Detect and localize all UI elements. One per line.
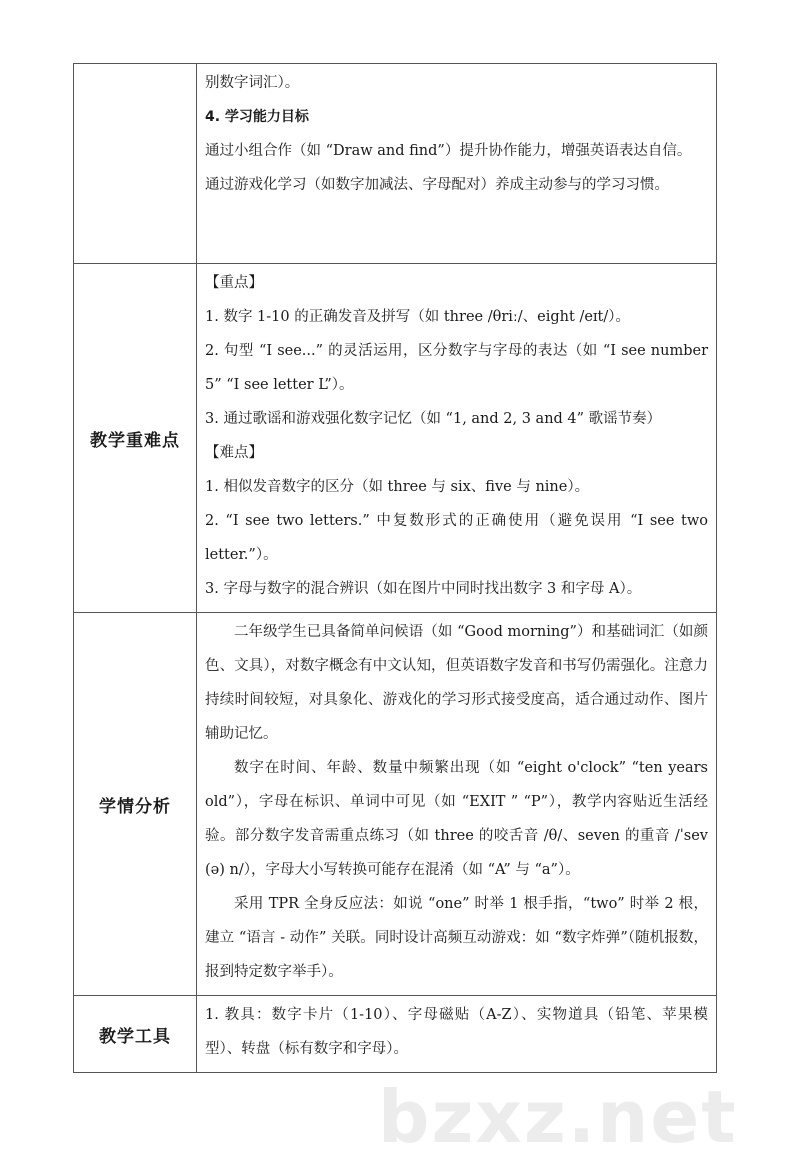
paragraph: 二年级学生已具备简单问候语（如 “Good morning”）和基础词汇（如颜色、文具），对数字概念有中文认知，但英语数字发音和书写仍需强化。注意力持续时间较短，对具象化、游戏化的学习形式接受度高，适合通过动作、图片辅助记忆。 (205, 624, 708, 742)
row-label: 教学工具 (74, 996, 197, 1073)
paragraph: 3. 通过歌谣和游戏强化数字记忆（如 “1, and 2, 3 and 4” 歌谣节奏） (205, 411, 662, 427)
row-label: 学情分析 (74, 613, 197, 996)
paragraph: 3. 字母与数字的混合辨识（如在图片中同时找出数字 3 和字母 A）。 (205, 581, 642, 597)
section-heading: 4. 学习能力目标 (205, 109, 309, 125)
paragraph: 别数字词汇）。 (205, 75, 300, 91)
row-content (197, 264, 717, 613)
paragraph: 1. 教具：数字卡片（1-10）、字母磁贴（A-Z）、实物道具（铅笔、苹果模型）、转盘（标有数字和字母）。 (205, 1007, 708, 1057)
paragraph: 通过游戏化学习（如数字加减法、字母配对）养成主动参与的学习习惯。 (205, 177, 669, 193)
row-teaching-tools (74, 996, 717, 1073)
row-label (74, 64, 197, 264)
paragraph: 【难点】 (205, 445, 263, 461)
paragraph: 采用 TPR 全身反应法：如说 “one” 时举 1 根手指，“two” 时举 2 根，建立 “语言 - 动作” 关联。同时设计高频互动游戏：如 “数字炸弹”（随机报数，报到特定数字举手）。 (205, 896, 708, 980)
row-objectives-continued (74, 64, 717, 264)
lesson-plan-table (73, 63, 717, 1073)
row-label: 教学重难点 (74, 264, 197, 613)
row-content (197, 64, 717, 264)
row-content (197, 613, 717, 996)
paragraph: 1. 相似发音数字的区分（如 three 与 six、five 与 nine）。 (205, 479, 590, 495)
paragraph: 2. “I see two letters.” 中复数形式的正确使用（避免误用 “I see two letter.”）。 (205, 513, 708, 563)
row-content (197, 996, 717, 1073)
paragraph: 2. 句型 “I see...” 的灵活运用，区分数字与字母的表达（如 “I see number 5” “I see letter L”）。 (205, 343, 708, 393)
paragraph: 数字在时间、年龄、数量中频繁出现（如 “eight o'clock” “ten years old”），字母在标识、单词中可见（如 “EXIT ” “P”），教学内容贴近生活经验。部分数字发音需重点练习（如 three 的咬舌音 /θ/、seven 的重音 /ˈsev (ə) n/），字母大小写转换可能存在混淆（如 “A” 与 “a”）。 (205, 760, 708, 878)
paragraph: 通过小组合作（如 “Draw and find”）提升协作能力，增强英语表达自信。 (205, 143, 692, 159)
paragraph: 1. 数字 1-10 的正确发音及拼写（如 three /θriː/、eight /eɪt/）。 (205, 309, 631, 325)
watermark: bzxz.net (378, 1075, 738, 1159)
row-student-analysis (74, 613, 717, 996)
row-key-difficult-points (74, 264, 717, 613)
paragraph: 【重点】 (205, 275, 263, 291)
